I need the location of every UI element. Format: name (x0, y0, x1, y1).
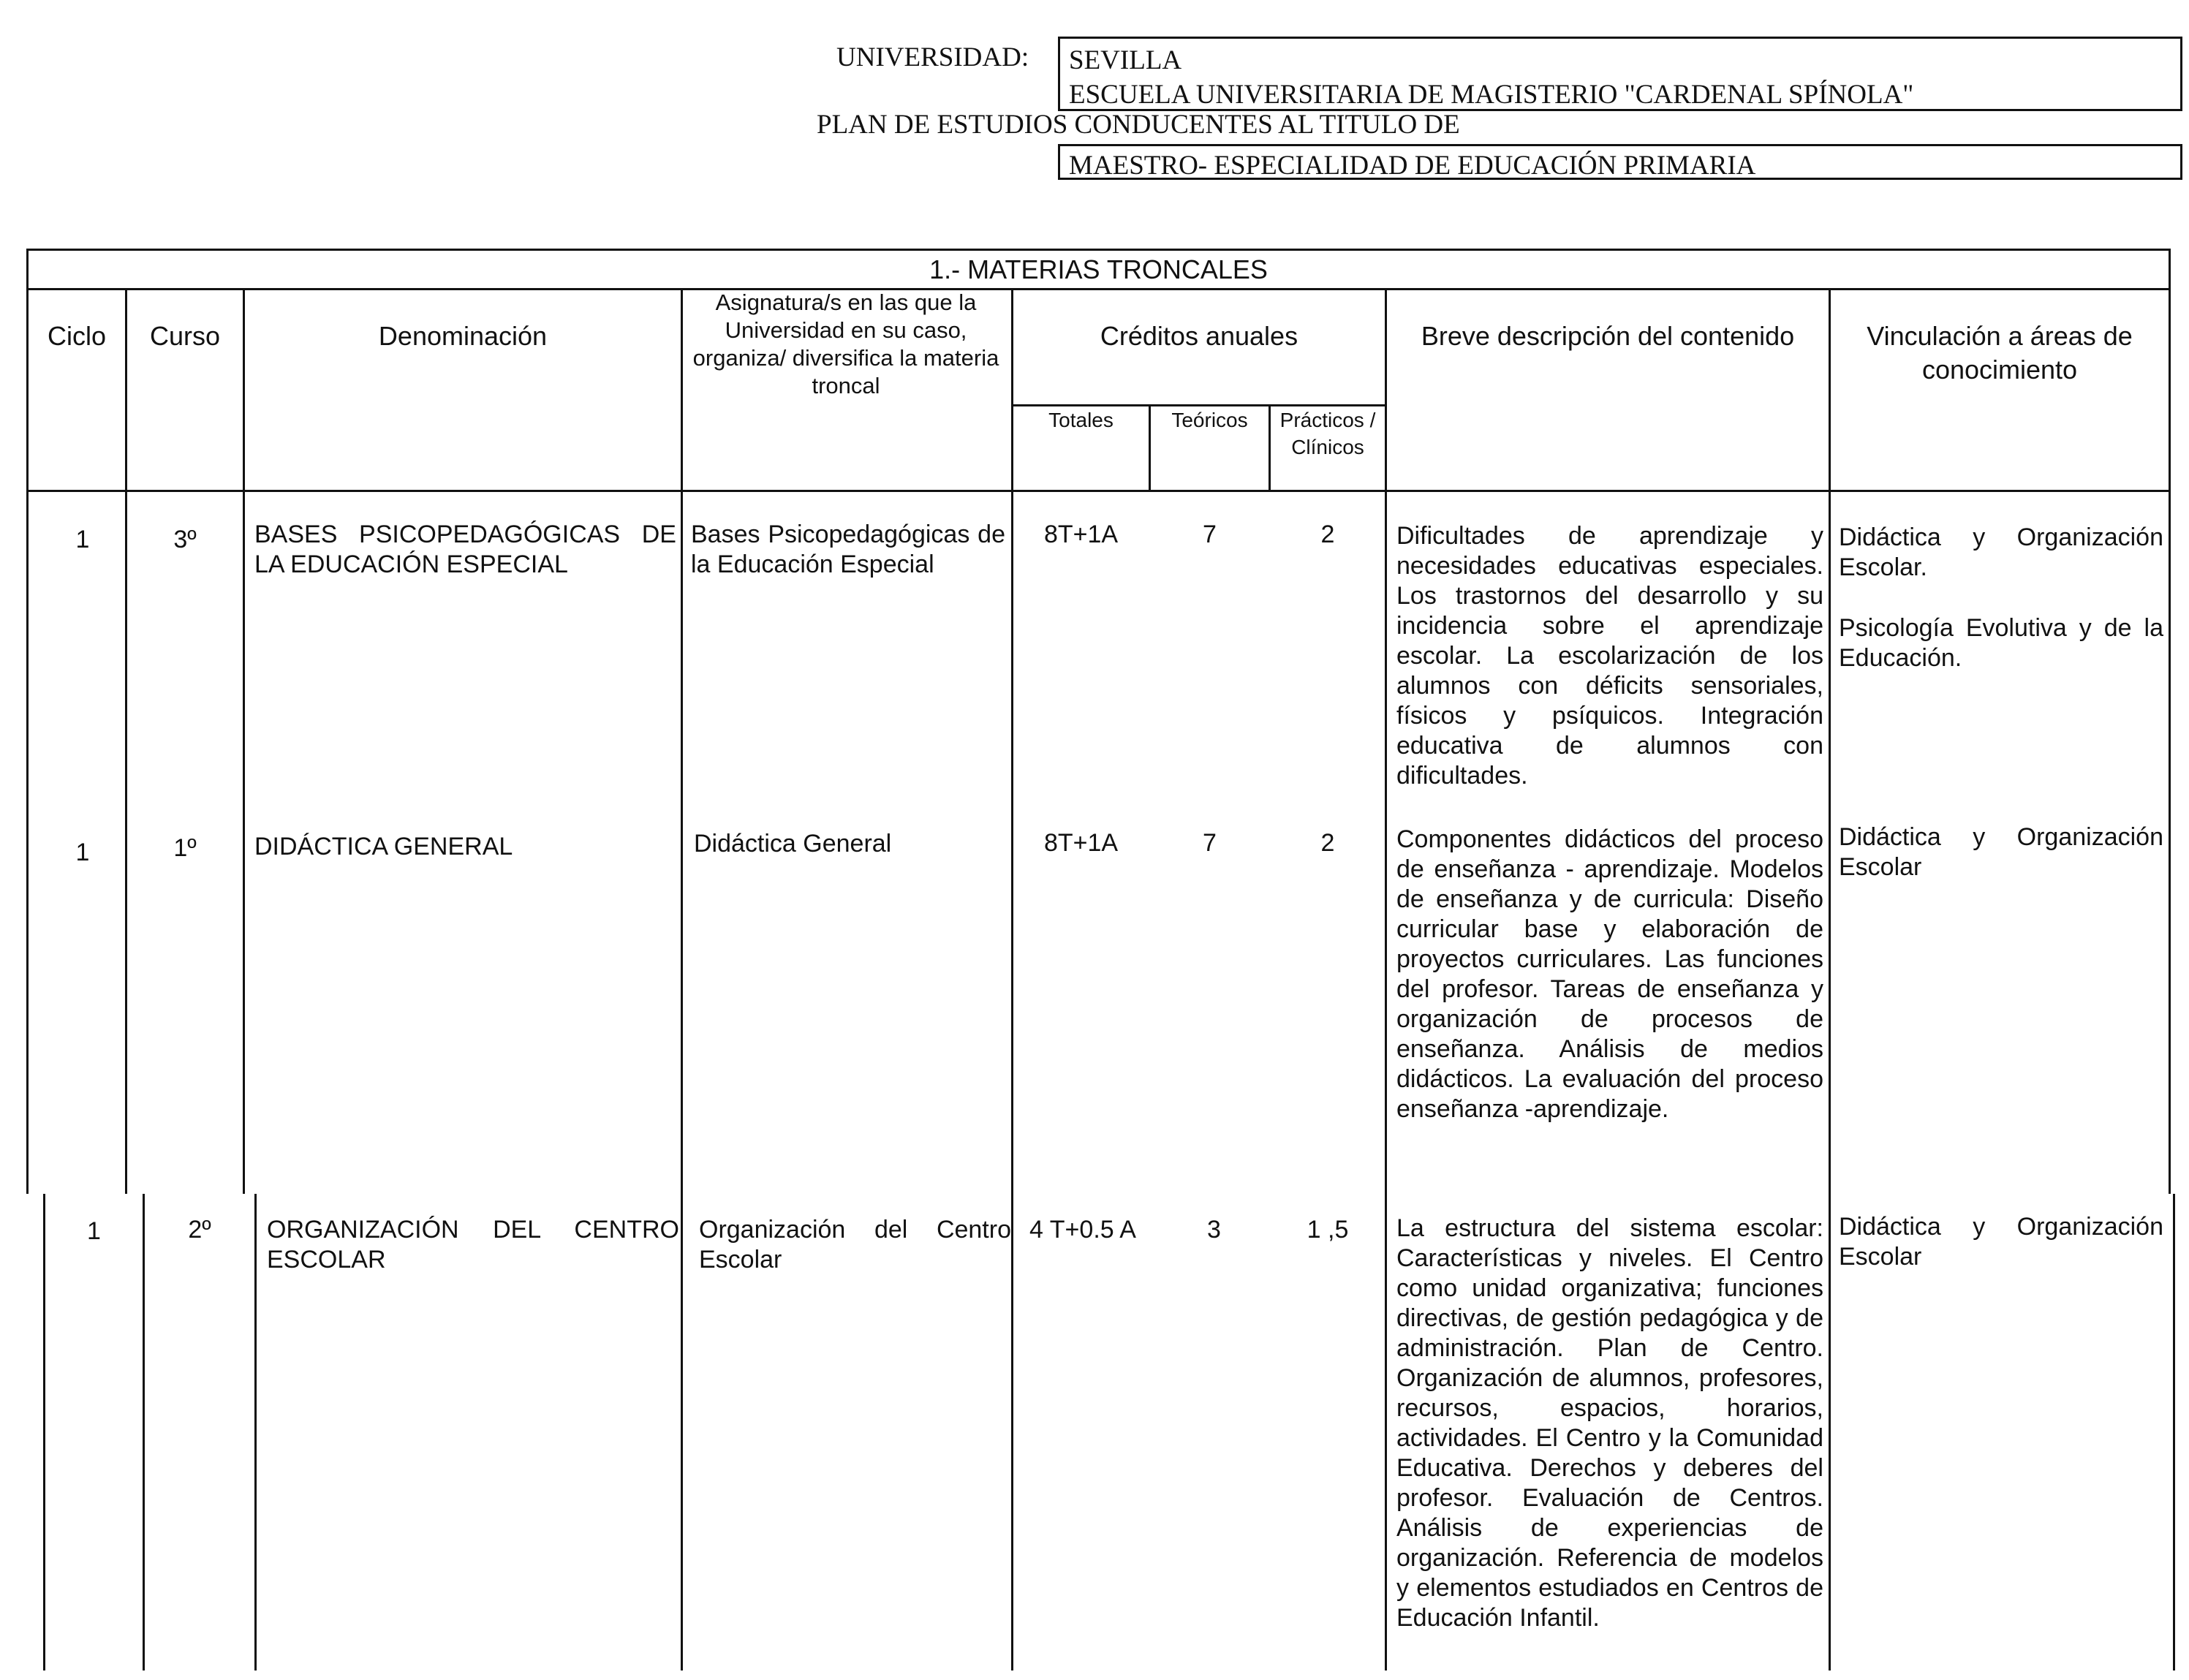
table-row-2-denominacion: DIDÁCTICA GENERAL (254, 833, 513, 860)
title-name: MAESTRO- ESPECIALIDAD DE EDUCACIÓN PRIMARIA (1069, 151, 1756, 181)
col-sep-teoricos (1269, 404, 1271, 490)
col-header-vinculacion: Vinculación a áreas de conocimiento (1867, 321, 2133, 385)
table-row-3-teoricos: 3 (1207, 1216, 1221, 1244)
table-row-1-denominacion: BASES PSICOPEDAGÓGICAS DE LA EDUCACIÓN ESPECIAL (254, 521, 676, 578)
table-row-2-curso: 1º (173, 834, 197, 862)
table-row-1-vinculacion-1: Didáctica y Organización Escolar. (1839, 523, 2163, 581)
col-sep-asignaturas (1011, 288, 1013, 1670)
table-row-3-practicos: 1 ,5 (1307, 1216, 1349, 1244)
table-row-2-ciclo: 1 (75, 839, 90, 866)
table-row-1-practicos: 2 (1320, 521, 1335, 548)
col-header-practicos: Prácticos / Clínicos (1279, 409, 1376, 458)
school-name: ESCUELA UNIVERSITARIA DE MAGISTERIO "CARDENAL SPÍNOLA" (1069, 80, 1914, 110)
table-row-2-practicos: 2 (1320, 829, 1335, 857)
col-sep-curso-lower (254, 1194, 257, 1670)
col-sep-ciclo (125, 288, 127, 1194)
table-right-border-lower (2173, 1194, 2175, 1670)
table-row-1-teoricos: 7 (1203, 521, 1217, 548)
title-row-border (26, 288, 2171, 290)
table-row-1-asignatura: Bases Psicopedagógicas de la Educación Especial (691, 521, 1005, 578)
col-sep-curso (243, 288, 245, 1194)
table-row-1-vinculacion-2: Psicología Evolutiva y de la Educación. (1839, 614, 2163, 672)
table-left-border (26, 249, 29, 1194)
col-sep-ciclo-lower (143, 1194, 145, 1670)
table-row-3-totales: 4 T+0.5 A (1029, 1216, 1136, 1244)
col-header-curso: Curso (149, 321, 221, 351)
table-row-3-asignatura: Organización del Centro Escolar (699, 1216, 1011, 1274)
plan-label: PLAN DE ESTUDIOS CONDUCENTES AL TITULO DE (817, 110, 1460, 140)
table-row-1-descripcion: Dificultades de aprendizaje y necesidades educativas especiales. Los trastornos del desarrollo y su incidencia sobre el aprendizaje escolar. La escolarización de los alumnos con déficits sensoriales, físicos y psíquicos. Integración educativa de alumnos con dificultades. (1396, 522, 1823, 790)
universidad-label: UNIVERSIDAD: (836, 42, 1029, 72)
table-row-2-totales: 8T+1A (1043, 829, 1119, 857)
col-sep-descripcion (1829, 288, 1831, 1670)
table-row-3-curso: 2º (188, 1216, 211, 1244)
col-header-descripcion: Breve descripción del contenido (1421, 321, 1795, 351)
table-right-border (2169, 249, 2171, 1194)
col-header-creditos: Créditos anuales (1100, 321, 1298, 351)
col-header-ciclo: Ciclo (47, 321, 106, 351)
header-bottom-border (26, 490, 2171, 492)
table-row-2-vinculacion: Didáctica y Organización Escolar (1839, 823, 2163, 881)
col-sep-creditos (1385, 288, 1387, 1670)
table-row-1-ciclo: 1 (75, 526, 90, 553)
col-header-denominacion: Denominación (378, 321, 548, 351)
col-header-asignaturas: Asignatura/s en las que la Universidad en su caso, organiza/ diversifica la materia troncal (692, 290, 999, 398)
universidad-name: SEVILLA (1069, 45, 1182, 75)
table-row-3-denominacion: ORGANIZACIÓN DEL CENTRO ESCOLAR (267, 1216, 679, 1274)
col-sep-denominacion (681, 288, 683, 1670)
table-row-3-descripcion: La estructura del sistema escolar: Características y niveles. El Centro como unidad organizativa; funciones directivas, de gestión pedagógica y de administración. Plan de Centro. Organización de alumnos, profesores, recursos, espacios, horarios, actividades. El Centro y la Comunidad Educativa. Derechos y deberes del profesor. Evaluación de Centros. Análisis de experiencias de organización. Referencia de modelos y elementos estudiados en Centros de Educación Infantil. (1396, 1214, 1823, 1632)
table-row-2-asignatura: Didáctica General (694, 830, 892, 858)
table-row-3-vinculacion: Didáctica y Organización Escolar (1839, 1213, 2163, 1271)
table-row-1-curso: 3º (173, 526, 197, 553)
table-row-2-descripcion: Componentes didácticos del proceso de enseñanza - aprendizaje. Modelos de enseñanza y de curricula: Diseño curricular base y elaboración de proyectos curriculares. Las funciones del profesor. Tareas de enseñanza y organización de procesos de enseñanza. Análisis de medios didácticos. La evaluación del proceso enseñanza -aprendizaje. (1396, 825, 1823, 1123)
col-header-totales: Totales (1048, 409, 1114, 431)
table-row-1-totales: 8T+1A (1043, 521, 1119, 548)
col-header-teoricos: Teóricos (1171, 409, 1248, 431)
table-left-border-lower (43, 1194, 45, 1670)
section-title: 1.- MATERIAS TRONCALES (929, 254, 1268, 284)
table-row-3-ciclo: 1 (87, 1217, 101, 1245)
table-row-2-teoricos: 7 (1203, 829, 1217, 857)
